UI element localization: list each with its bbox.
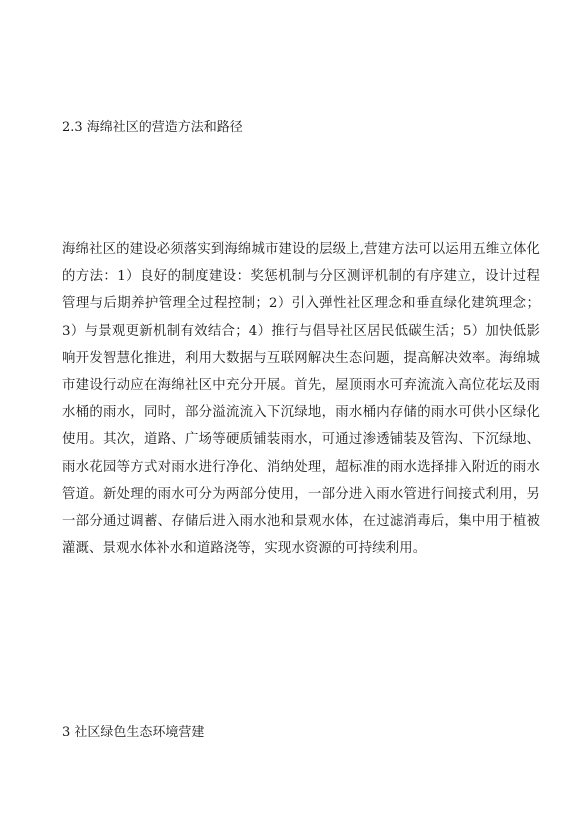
next-section-heading: 3 社区绿色生态环境营建 [62,725,205,740]
body-paragraph: 海绵社区的建设必须落实到海绵城市建设的层级上,营建方法可以运用五维立体化的方法：1）良好的制度建设：奖惩机制与分区测评机制的有序建立，设计过程管理与后期养护管理全过程控制；2）引入弹性社区理念和垂直绿化建筑理念；3）与景观更新机制有效结合；4）推行与倡导社区居民低碳生活；5）加快低影响开发智慧化推进，利用大数据与互联网解决生态问题，提高解决效率。海绵城市建设行动应在海绵社区中充分开展。首先，屋顶雨水可弃流流入高位花坛及雨水桶的雨水，同时，部分溢流流入下沉绿地，雨水桶内存储的雨水可供小区绿化使用。其次，道路、广场等硬质铺装雨水，可通过渗透铺装及管沟、下沉绿地、雨水花园等方式对雨水进行净化、消纳处理，超标准的雨水选择排入附近的雨水管道。新处理的雨水可分为两部分使用，一部分进入雨水管进行间接式利用，另一部分通过调蓄、存储后进入雨水池和景观水体，在过滤消毒后，集中用于植被灌溉、景观水体补水和道路浇等，实现水资源的可持续利用。 [62,242,540,557]
section-heading: 2.3 海绵社区的营造方法和路径 [62,120,243,135]
